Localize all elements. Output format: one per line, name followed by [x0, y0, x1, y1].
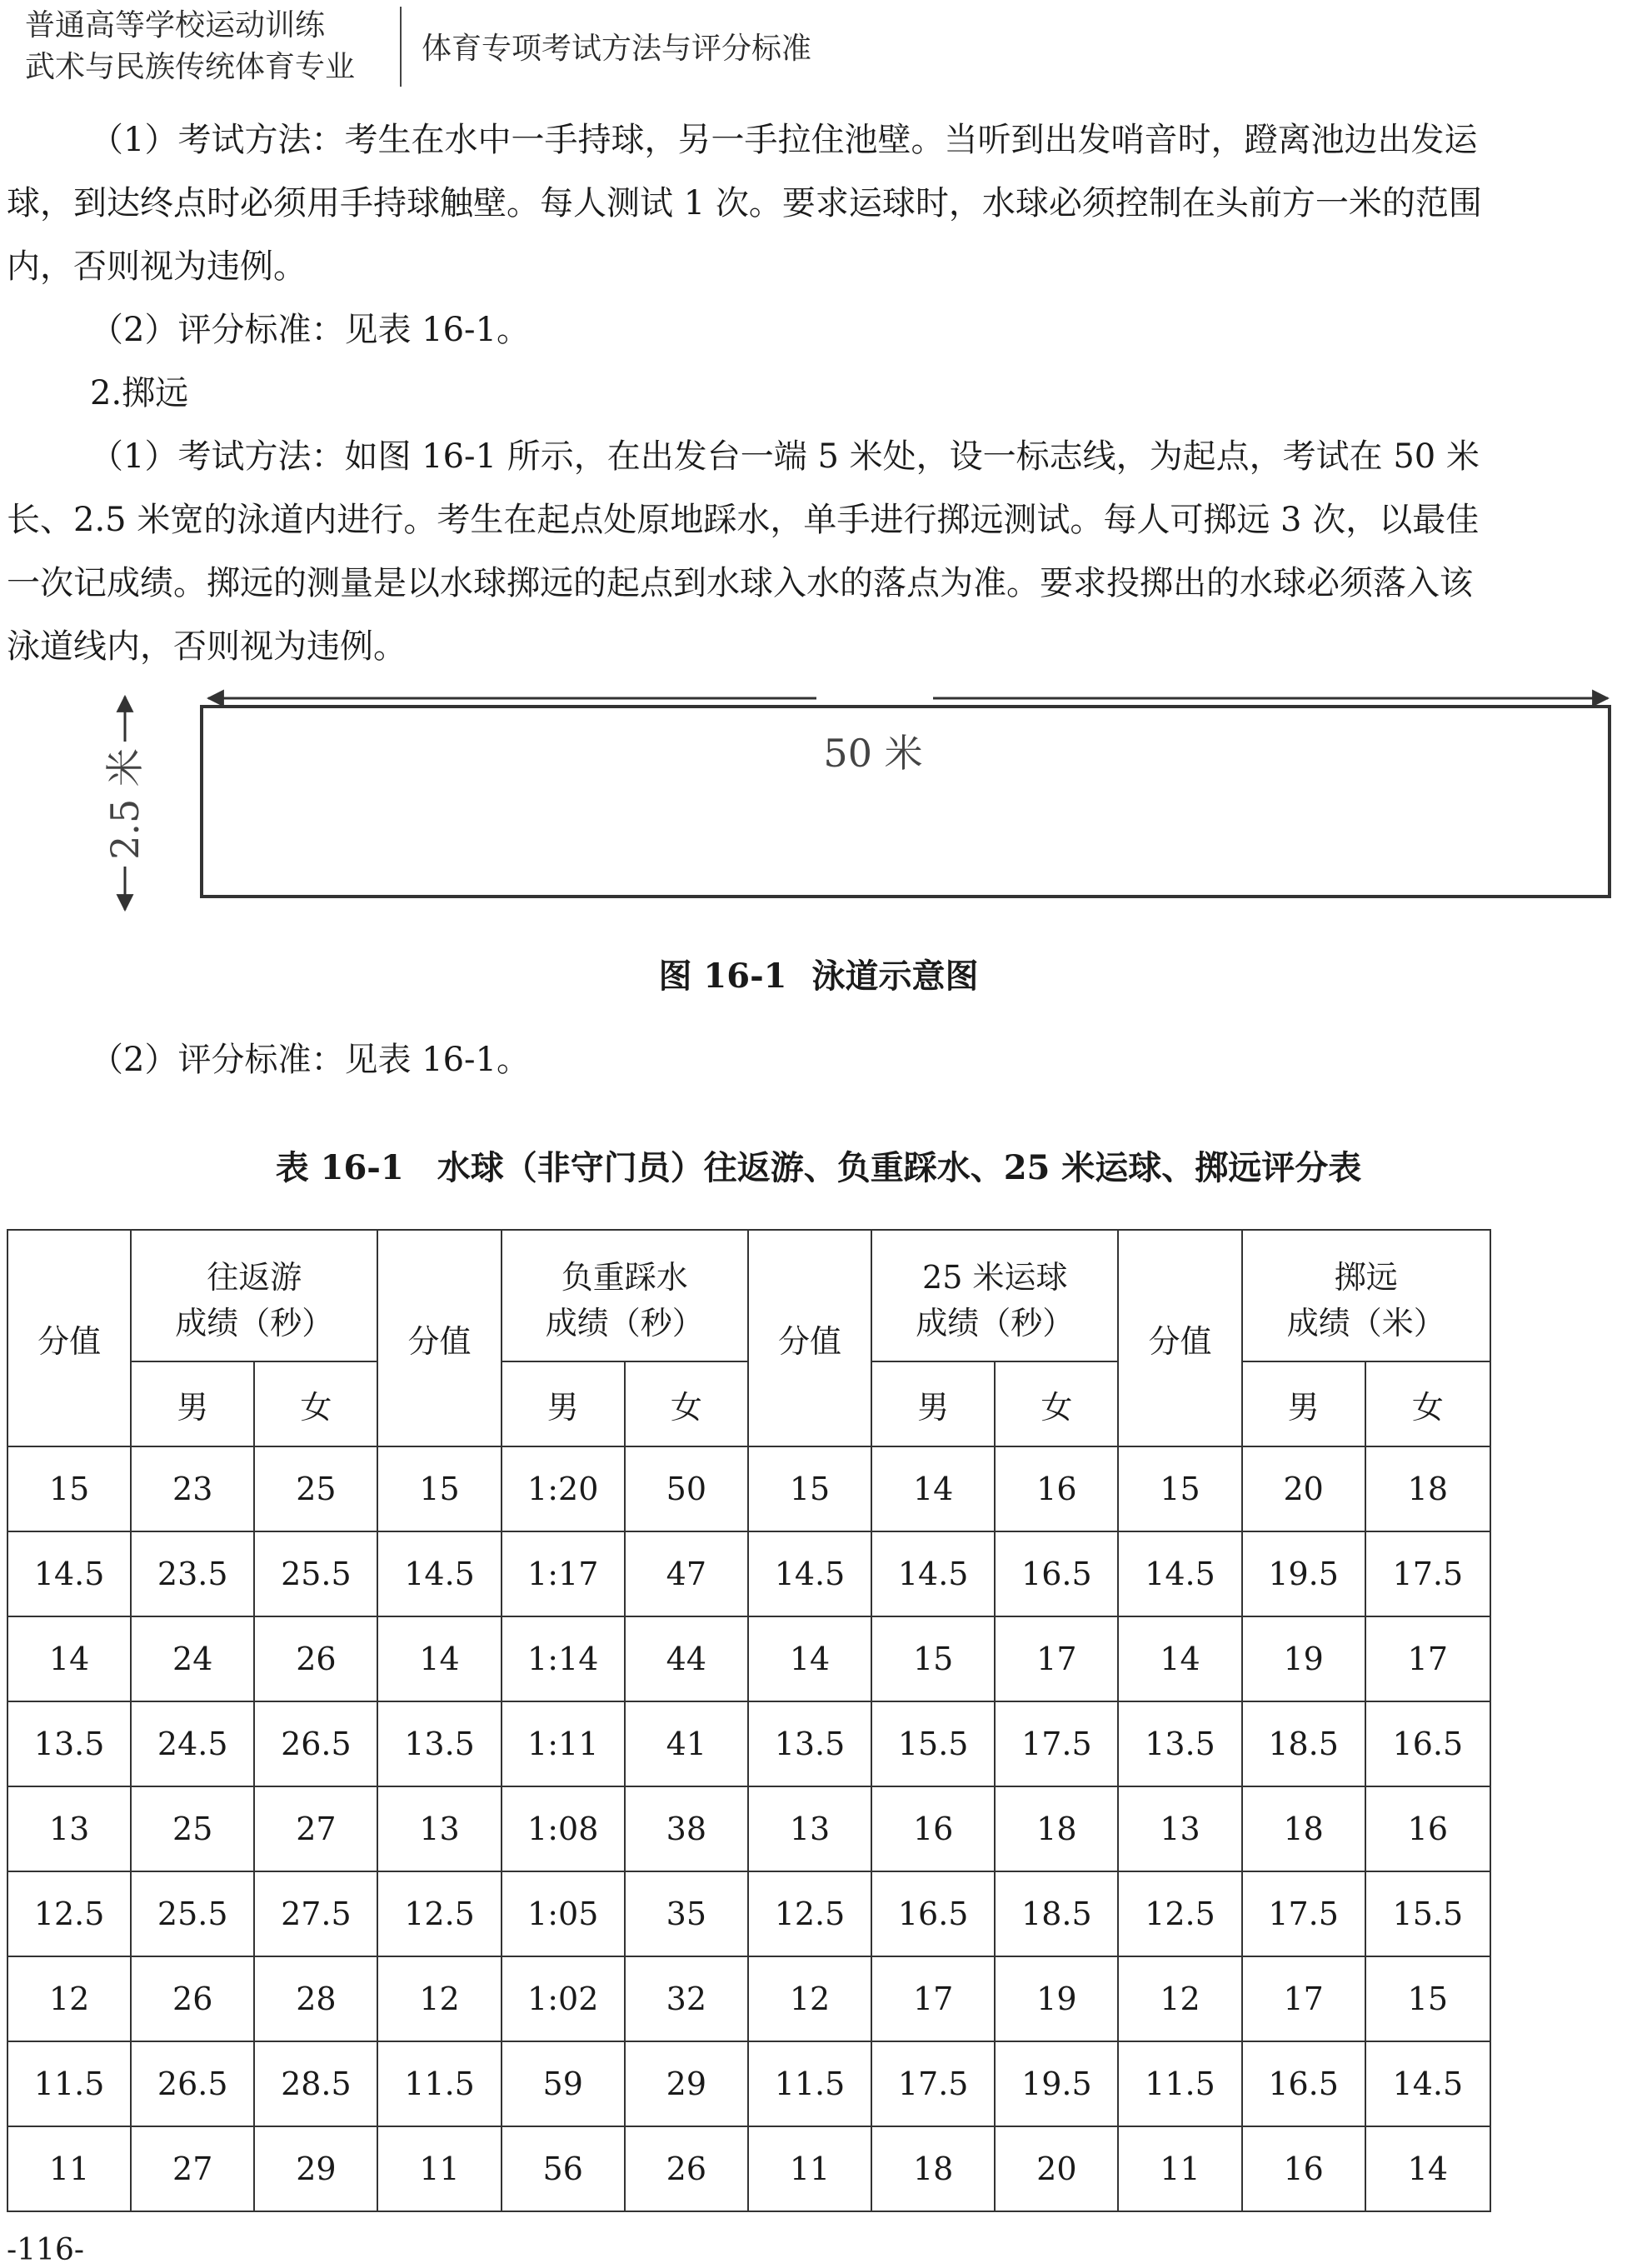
table-cell: 16 [1242, 2126, 1365, 2211]
table-cell: 12.5 [377, 1871, 501, 1956]
table-cell: 18.5 [1242, 1701, 1365, 1786]
table-cell: 1:05 [502, 1871, 625, 1956]
table-cell: 24 [131, 1616, 254, 1701]
table-cell: 15.5 [871, 1701, 995, 1786]
table-cell: 18 [995, 1786, 1118, 1871]
header-line-2: 武术与民族传统体育专业 [25, 50, 356, 84]
table-cell: 26 [254, 1616, 377, 1701]
table-cell: 1:20 [502, 1446, 625, 1531]
table-cell: 16.5 [871, 1871, 995, 1956]
figure-caption-title: 泳道示意图 [811, 957, 979, 996]
table-cell: 15 [1118, 1446, 1241, 1531]
table-cell: 11.5 [7, 2041, 131, 2126]
table-cell: 19.5 [1242, 1531, 1365, 1616]
figure-caption [0, 950, 1637, 997]
lane-diagram [83, 683, 1633, 925]
table-cell: 20 [995, 2126, 1118, 2211]
table-cell: 23.5 [131, 1531, 254, 1616]
table-cell: 12.5 [1118, 1871, 1241, 1956]
table-cell: 1:02 [502, 1956, 625, 2041]
paragraph-exam-method-throw: （1）考试方法：如图 16-1 所示，在出发台一端 5 米处，设一标志线，为起点，考试在 50 米长、2.5 米宽的泳道内进行。考生在起点处原地踩水，单手进行掷远测试。每人可掷远 3 次，以最佳一次记成绩。掷远的测量是以水球掷远的起点到水球入水的落点为准。要求投掷出的水球必须落入该泳道线内，否则视为违例。 [7, 437, 1480, 666]
table-cell: 38 [625, 1786, 748, 1871]
table-cell: 32 [625, 1956, 748, 2041]
table-cell: 15.5 [1365, 1871, 1490, 1956]
table-cell: 14.5 [1365, 2041, 1490, 2126]
male-header: 男 [1242, 1361, 1365, 1446]
table-cell: 14.5 [1118, 1531, 1241, 1616]
paragraph-scoring-standard-2: （2）评分标准：见表 16-1。 [90, 1041, 531, 1079]
table-cell: 17 [1365, 1616, 1490, 1701]
table-cell: 24.5 [131, 1701, 254, 1786]
table-cell: 1:14 [502, 1616, 625, 1701]
table-cell: 11.5 [748, 2041, 871, 2126]
male-header: 男 [502, 1361, 625, 1446]
table-cell: 13.5 [1118, 1701, 1241, 1786]
table-cell: 17 [1242, 1956, 1365, 2041]
table-title-text: 水球（非守门员）往返游、负重踩水、25 米运球、掷远评分表 [437, 1148, 1362, 1187]
table-cell: 12 [377, 1956, 501, 2041]
header-line-1: 普通高等学校运动训练 [25, 8, 326, 42]
table-cell: 13.5 [748, 1701, 871, 1786]
table-cell: 18 [1242, 1786, 1365, 1871]
table-cell: 14.5 [7, 1531, 131, 1616]
length-label: 50 米 [823, 731, 923, 776]
table-cell: 28.5 [254, 2041, 377, 2126]
table-cell: 27 [254, 1786, 377, 1871]
table-title [0, 1141, 1637, 1189]
male-header: 男 [131, 1361, 254, 1446]
table-cell: 11 [7, 2126, 131, 2211]
table-cell: 13.5 [377, 1701, 501, 1786]
table-cell: 16.5 [995, 1531, 1118, 1616]
table-row [7, 1871, 1490, 1956]
width-label: 2.5 米 [102, 748, 147, 860]
table-cell: 47 [625, 1531, 748, 1616]
group-header-throw: 掷远 [1242, 1230, 1490, 1297]
group-header-25m-dribble: 25 米运球 [871, 1230, 1118, 1297]
table-cell: 14.5 [871, 1531, 995, 1616]
table-cell: 11 [377, 2126, 501, 2211]
table-row [7, 2041, 1490, 2126]
table-cell: 13 [7, 1786, 131, 1871]
paragraph-exam-method-dribble: （1）考试方法：考生在水中一手持球，另一手拉住池壁。当听到出发哨音时，蹬离池边出发运球，到达终点时必须用手持球触壁。每人测试 1 次。要求运球时，水球必须控制在头前方一米的范围内，否则视为违例。 [7, 121, 1482, 286]
table-cell: 15 [748, 1446, 871, 1531]
table-cell: 11 [748, 2126, 871, 2211]
table-cell: 29 [254, 2126, 377, 2211]
body-text [7, 108, 1498, 678]
table-cell: 56 [502, 2126, 625, 2211]
table-row [7, 1701, 1490, 1786]
female-header: 女 [254, 1361, 377, 1446]
male-header: 男 [871, 1361, 995, 1446]
table-row [7, 2126, 1490, 2211]
table-cell: 26 [131, 1956, 254, 2041]
table-cell: 26.5 [131, 2041, 254, 2126]
table-cell: 1:08 [502, 1786, 625, 1871]
table-title-number: 表 16-1 [275, 1148, 404, 1187]
female-header: 女 [1365, 1361, 1490, 1446]
table-cell: 23 [131, 1446, 254, 1531]
table-cell: 14.5 [748, 1531, 871, 1616]
table-cell: 15 [7, 1446, 131, 1531]
table-cell: 13 [377, 1786, 501, 1871]
table-cell: 17.5 [1365, 1531, 1490, 1616]
table-cell: 35 [625, 1871, 748, 1956]
table-row [7, 1956, 1490, 2041]
table-cell: 16.5 [1242, 2041, 1365, 2126]
table-row [7, 1531, 1490, 1616]
running-header [7, 2, 1506, 93]
group-header-weighted-treading: 负重踩水 [502, 1230, 748, 1297]
table-cell: 12 [7, 1956, 131, 2041]
score-header: 分值 [1118, 1230, 1241, 1446]
group-unit-throw: 成绩（米） [1242, 1297, 1490, 1361]
table-cell: 19.5 [995, 2041, 1118, 2126]
page-number: -116- [7, 2233, 85, 2267]
header-chapter-title: 体育专项考试方法与评分标准 [422, 32, 812, 66]
group-unit-25m-dribble: 成绩（秒） [871, 1297, 1118, 1361]
header-book-title [25, 5, 355, 88]
table-cell: 15 [377, 1446, 501, 1531]
table-cell: 41 [625, 1701, 748, 1786]
table-cell: 28 [254, 1956, 377, 2041]
table-cell: 14.5 [377, 1531, 501, 1616]
table-cell: 12.5 [7, 1871, 131, 1956]
table-cell: 18 [1365, 1446, 1490, 1531]
table-cell: 15 [871, 1616, 995, 1701]
table-cell: 25.5 [254, 1531, 377, 1616]
table-cell: 13.5 [7, 1701, 131, 1786]
table-cell: 13 [1118, 1786, 1241, 1871]
table-cell: 25 [131, 1786, 254, 1871]
table-cell: 1:11 [502, 1701, 625, 1786]
paragraph-scoring-standard-1: （2）评分标准：见表 16-1。 [90, 311, 531, 349]
table-cell: 11.5 [1118, 2041, 1241, 2126]
table-row [7, 1786, 1490, 1871]
group-unit-weighted-treading: 成绩（秒） [502, 1297, 748, 1361]
table-cell: 50 [625, 1446, 748, 1531]
table-cell: 17 [871, 1956, 995, 2041]
table-cell: 16 [995, 1446, 1118, 1531]
table-cell: 27.5 [254, 1871, 377, 1956]
table-cell: 1:17 [502, 1531, 625, 1616]
table-cell: 29 [625, 2041, 748, 2126]
score-header: 分值 [377, 1230, 501, 1446]
table-cell: 16 [1365, 1786, 1490, 1871]
table-cell: 12 [1118, 1956, 1241, 2041]
score-header: 分值 [7, 1230, 131, 1446]
score-header: 分值 [748, 1230, 871, 1446]
table-cell: 25.5 [131, 1871, 254, 1956]
table-cell: 13 [748, 1786, 871, 1871]
table-cell: 16 [871, 1786, 995, 1871]
table-cell: 11.5 [377, 2041, 501, 2126]
group-unit-shuttle-swim: 成绩（秒） [131, 1297, 377, 1361]
figure-caption-number: 图 16-1 [658, 957, 787, 996]
table-cell: 59 [502, 2041, 625, 2126]
table-cell: 25 [254, 1446, 377, 1531]
table-cell: 27 [131, 2126, 254, 2211]
table-cell: 14 [1118, 1616, 1241, 1701]
table-cell: 14 [7, 1616, 131, 1701]
table-cell: 19 [995, 1956, 1118, 2041]
table-cell: 19 [1242, 1616, 1365, 1701]
table-cell: 44 [625, 1616, 748, 1701]
table-cell: 11 [1118, 2126, 1241, 2211]
table-cell: 14 [871, 1446, 995, 1531]
table-cell: 17.5 [1242, 1871, 1365, 1956]
table-row [7, 1446, 1490, 1531]
table-cell: 17.5 [871, 2041, 995, 2126]
table-cell: 12 [748, 1956, 871, 2041]
table-cell: 15 [1365, 1956, 1490, 2041]
table-cell: 17 [995, 1616, 1118, 1701]
table-cell: 18.5 [995, 1871, 1118, 1956]
table-cell: 14 [1365, 2126, 1490, 2211]
score-table [7, 1229, 1491, 2212]
table-cell: 26 [625, 2126, 748, 2211]
header-divider [400, 7, 402, 87]
table-cell: 26.5 [254, 1701, 377, 1786]
table-row [7, 1616, 1490, 1701]
section-heading-throw: 2.掷远 [90, 374, 189, 412]
table-cell: 17.5 [995, 1701, 1118, 1786]
table-cell: 12.5 [748, 1871, 871, 1956]
group-header-shuttle-swim: 往返游 [131, 1230, 377, 1297]
table-cell: 14 [748, 1616, 871, 1701]
table-cell: 18 [871, 2126, 995, 2211]
female-header: 女 [995, 1361, 1118, 1446]
table-cell: 16.5 [1365, 1701, 1490, 1786]
table-cell: 14 [377, 1616, 501, 1701]
female-header: 女 [625, 1361, 748, 1446]
table-cell: 20 [1242, 1446, 1365, 1531]
